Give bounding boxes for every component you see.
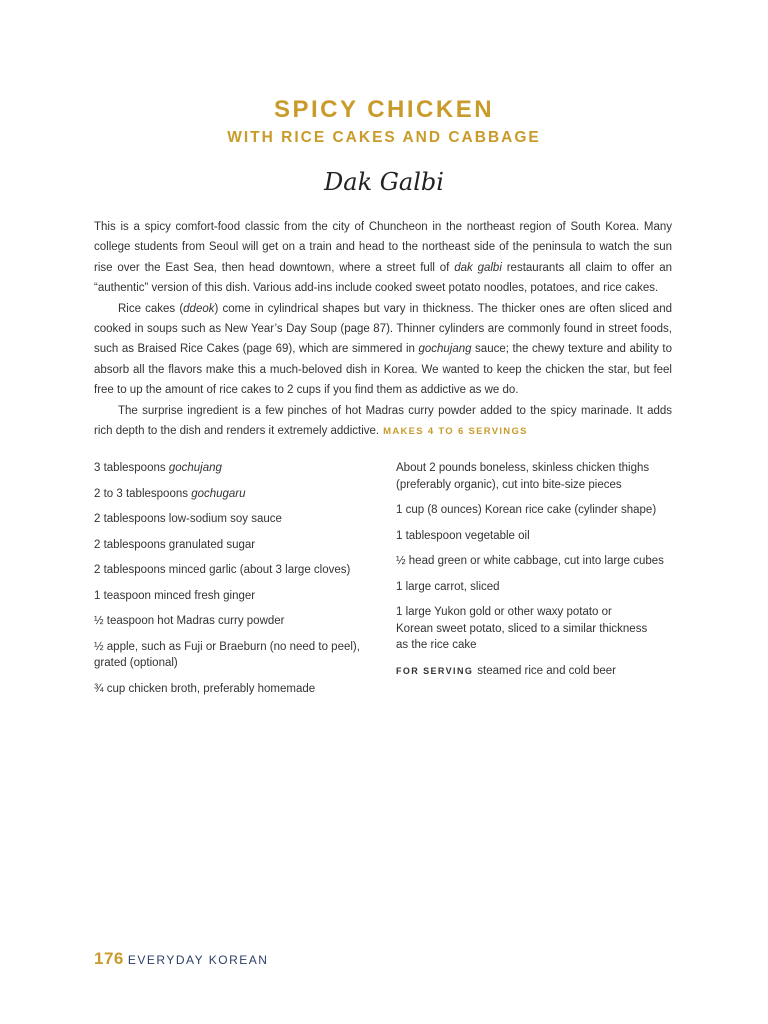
ingredient-item: ½ teaspoon hot Madras curry powder xyxy=(94,615,285,627)
serving-label: FOR SERVING xyxy=(396,665,474,676)
ingredient-item: About 2 pounds boneless, skinless chicken thighs (preferably organic), cut into bite-size pieces xyxy=(396,462,650,491)
ingredients-column-right xyxy=(396,460,686,688)
recipe-title: SPICY CHICKEN xyxy=(273,96,495,123)
ingredient-item: 3 tablespoons gochujang xyxy=(94,462,222,474)
ingredients-column-left xyxy=(94,460,374,706)
book-title: EVERYDAY KOREAN xyxy=(127,953,269,967)
intro-paragraph-2: Rice cakes (ddeok) come in cylindrical shapes but vary in thickness. The thicker ones are often sliced and cooked in soups such as New Year’s Day Soup (page 87). Thinner cylinders are commonly found in street foods, such as Braised Rice Cakes (page 69), which are simmered in gochujang sauce; the chewy texture and ability to absorb all the flavors make this a much-beloved dish in Korea. We wanted to keep the chicken the star, but feel free to up the amount of rice cakes to 2 cups if you find them as addictive as we do. xyxy=(94,302,672,397)
ingredient-item: ¾ cup chicken broth, preferably homemade xyxy=(94,682,316,695)
ingredient-item: 1 large carrot, sliced xyxy=(396,580,500,593)
serving-suggestion: FOR SERVING steamed rice and cold beer xyxy=(396,664,616,677)
recipe-introduction xyxy=(94,217,672,442)
ingredient-item: 2 tablespoons minced garlic (about 3 large cloves) xyxy=(94,564,351,576)
ingredient-item: 1 large Yukon gold or other waxy potato or Korean sweet potato, sliced to a similar thickness as the rice cake xyxy=(396,606,648,651)
recipe-subtitle: WITH RICE CAKES AND CABBAGE xyxy=(227,129,541,146)
page-footer xyxy=(94,949,268,969)
page-number: 176 xyxy=(94,949,124,968)
korean-recipe-name: Dak Galbi xyxy=(324,168,444,196)
ingredient-item: 2 tablespoons granulated sugar xyxy=(94,538,256,551)
ingredient-item: 2 tablespoons low-sodium soy sauce xyxy=(94,513,282,525)
ingredient-item: ½ apple, such as Fuji or Braeburn (no need to peel), grated (optional) xyxy=(94,640,360,669)
intro-paragraph-1: This is a spicy comfort-food classic from the city of Chuncheon in the northeast region of South Korea. Many college students from Seoul will get on a train and head to the northeast side of the peninsula to watch the sun rise over the East Sea, then head downtown, where a street full of dak galbi restaurants all claim to offer an “authentic” version of this dish. Various add-ins include cooked sweet potato noodles, potatoes, and rice cakes. xyxy=(94,221,672,295)
intro-paragraph-3: The surprise ingredient is a few pinches of hot Madras curry powder added to the spicy marinade. It adds rich depth to the dish and renders it extremely addictive. MAKES 4 TO 6 SERVINGS xyxy=(94,404,672,438)
ingredient-item: 2 to 3 tablespoons gochugaru xyxy=(94,487,246,500)
ingredient-item: 1 cup (8 ounces) Korean rice cake (cylinder shape) xyxy=(396,504,657,516)
ingredient-item: 1 teaspoon minced fresh ginger xyxy=(94,589,256,602)
ingredient-item: ½ head green or white cabbage, cut into large cubes xyxy=(396,555,664,567)
ingredient-item: 1 tablespoon vegetable oil xyxy=(396,529,530,542)
servings-yield: MAKES 4 TO 6 SERVINGS xyxy=(383,426,528,438)
